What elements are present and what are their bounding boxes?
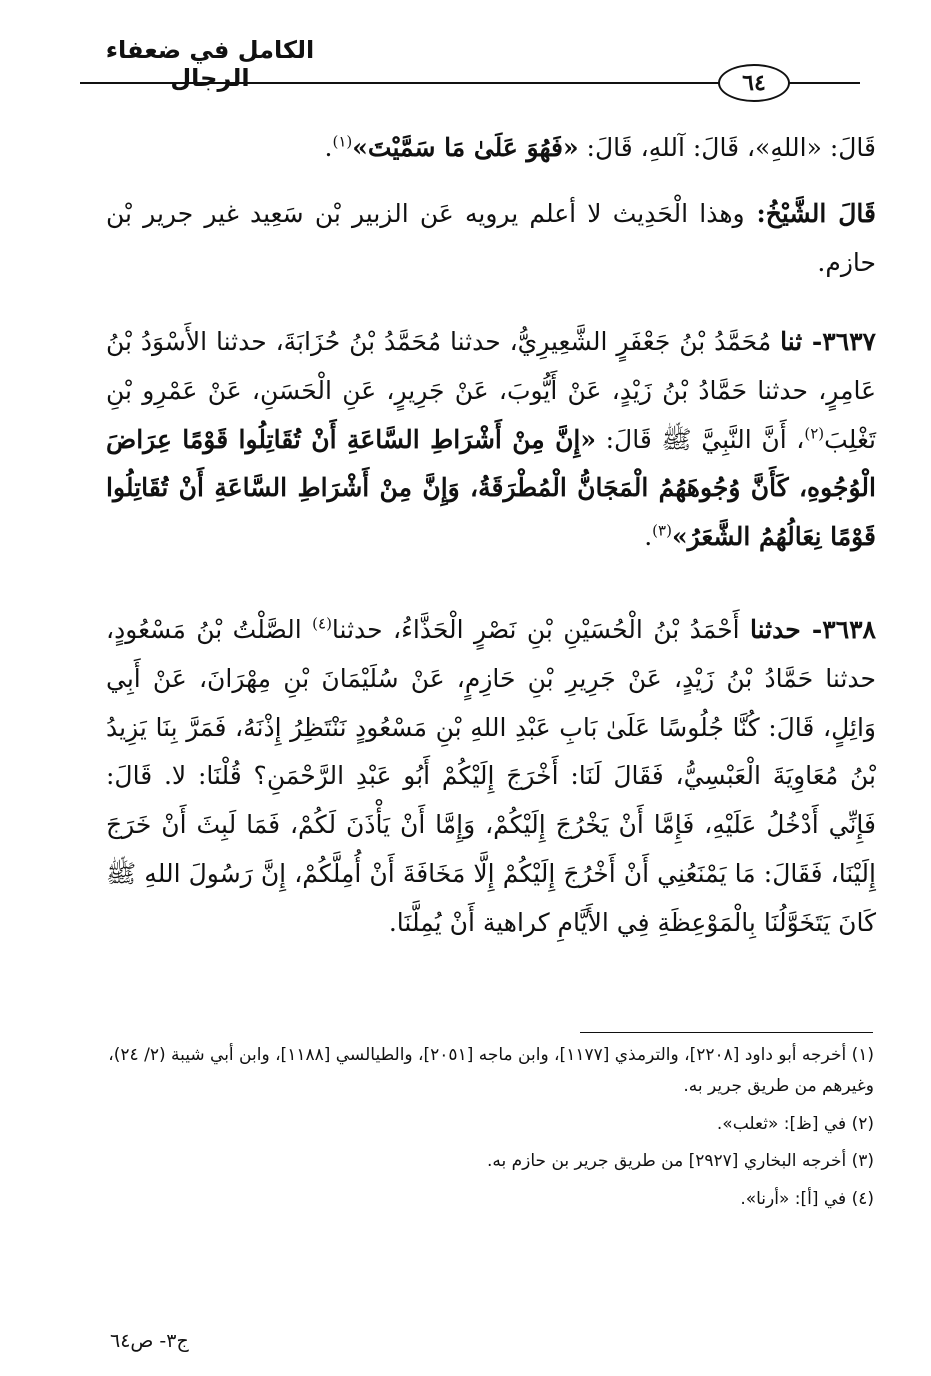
- footnote-ref-1[interactable]: (١): [332, 132, 353, 151]
- footnote-2: (٢) في [ظ]: «ثعلب».: [716, 1113, 874, 1134]
- footnotes: [108, 1040, 874, 1221]
- sheikh-label: قَالَ الشَّيْخُ:: [744, 199, 876, 228]
- p3-end: .: [644, 522, 653, 551]
- paragraph-2: [106, 190, 876, 288]
- hadith-quote: «فَهُوَ عَلَىٰ مَا سَمَّيْتَ»: [352, 133, 579, 162]
- p1-text: قَالَ: «اللهِ»، قَالَ: آللهِ، قَالَ:: [578, 133, 876, 162]
- hadith-number: ٣٦٣٧-: [802, 327, 876, 356]
- isnad-text-2: ، أَنَّ النَّبِيَّ ﷺ قَالَ:: [596, 424, 805, 454]
- narration-lead: ثنا: [780, 327, 803, 356]
- footnote-ref-3[interactable]: (٣): [652, 521, 672, 540]
- isnad-text: أَحْمَدُ بْنُ الْحُسَيْنِ بْنِ نَصْرٍ الْحَذَّاءُ، حدثنا: [331, 615, 751, 644]
- p2-text: وهذا الْحَدِيث لا أعلم يرويه عَن الزبير بْن سَعِيد غير جرير بْن حازم.: [106, 199, 876, 277]
- paragraph-1: [106, 124, 876, 173]
- p1-end: .: [324, 133, 333, 162]
- volume-page-ref: ج٣- ص٦٤: [110, 1330, 189, 1352]
- footnote-3: (٣) أخرجه البخاري [٢٩٢٧] من طريق جرير بن حازم به.: [486, 1151, 874, 1172]
- matn-text: الصَّلْتُ بْنُ مَسْعُودٍ، حدثنا حَمَّادُ بْنُ زَيْدٍ، عَنْ جَرِيرِ بْنِ حَازِمٍ، عَنْ سُلَيْمَانَ بْنِ مِهْرَانَ، عَنْ أَبِي وَائِلٍ، قَالَ: كُنَّا جُلُوسًا عَلَىٰ بَابِ عَبْدِ اللهِ بْنِ مَسْعُودٍ نَنْتَظِرُ إِذْنَهُ، فَمَرَّ بِنَا يَزِيدُ بْنُ مُعَاوِيَةَ الْعَبْسِيُّ، فَقَالَ لَنَا: أَخْرَجَ إِلَيْكُمْ أَبُو عَبْدِ الرَّحْمَنِ؟ قُلْنَا: لا. قَالَ: فَإِنِّي أَدْخُلُ عَلَيْهِ، فَإِمَّا أَنْ يَخْرُجَ إِلَيْكُمْ، وَإِمَّا أَنْ يَأْذَنَ لَكُمْ، فَمَا لَبِثَ أَنْ خَرَجَ إِلَيْنَا، فَقَالَ: مَا يَمْنَعُنِي أَنْ أَخْرُجَ إِلَيْكُمْ إِلَّا مَخَافَةَ أَنْ أُمِلَّكُمْ، إِنَّ رَسُولَ اللهِ ﷺ كَانَ يَتَخَوَّلُنَا بِالْمَوْعِظَةِ فِي الأَيَّامِ كراهية أَنْ يُمِلَّنَا.: [106, 615, 876, 937]
- footnote-divider: [580, 1032, 873, 1033]
- page-number: ٦٤: [718, 64, 790, 102]
- paragraph-3638: [106, 606, 876, 947]
- isnad-text: مُحَمَّدُ بْنُ جَعْفَرٍ الشَّعِيرِيُّ، حدثنا مُحَمَّدُ بْنُ حُزَابَةَ، حدثنا الأَسْوَدُ بْنُ عَامِرٍ، حدثنا حَمَّادُ بْنُ زَيْدٍ، عَنْ أَيُّوبَ، عَنْ جَرِيرٍ، عَنِ الْحَسَنِ، عَنْ عَمْرِو بْنِ تَغْلِبَ: [106, 327, 876, 454]
- book-title: الكامل في ضعفاء الرجال: [105, 36, 315, 92]
- footnote-ref-4[interactable]: (٤): [312, 614, 332, 633]
- footnote-ref-2[interactable]: (٢): [804, 424, 825, 443]
- narration-lead: حدثنا: [750, 615, 801, 644]
- footnote-4: (٤) في [أ]: «أرنا».: [740, 1188, 874, 1209]
- paragraph-3637: [106, 318, 876, 562]
- hadith-quote: «إِنَّ مِنْ أَشْرَاطِ السَّاعَةِ أَنْ تُقَاتِلُوا قَوْمًا عِرَاضَ الْوُجُوهِ، كَأَنَّ وُجُوهَهُمُ الْمَجَانُّ الْمُطْرَقَةُ، وَإِنَّ مِنْ أَشْرَاطِ السَّاعَةِ أَنْ تُقَاتِلُوا قَوْمًا نِعَالُهُمُ الشَّعَرُ»: [106, 424, 876, 551]
- hadith-number: ٣٦٣٨-: [800, 615, 876, 644]
- footnote-1: (١) أخرجه أبو داود [٢٢٠٨]، والترمذي [١١٧٧]، وابن ماجه [٢٠٥١]، والطيالسي [١١٨٨]، وابن أبي شيبة (٢/ ٢٤)، وغيرهم من طريق جرير به.: [108, 1045, 874, 1097]
